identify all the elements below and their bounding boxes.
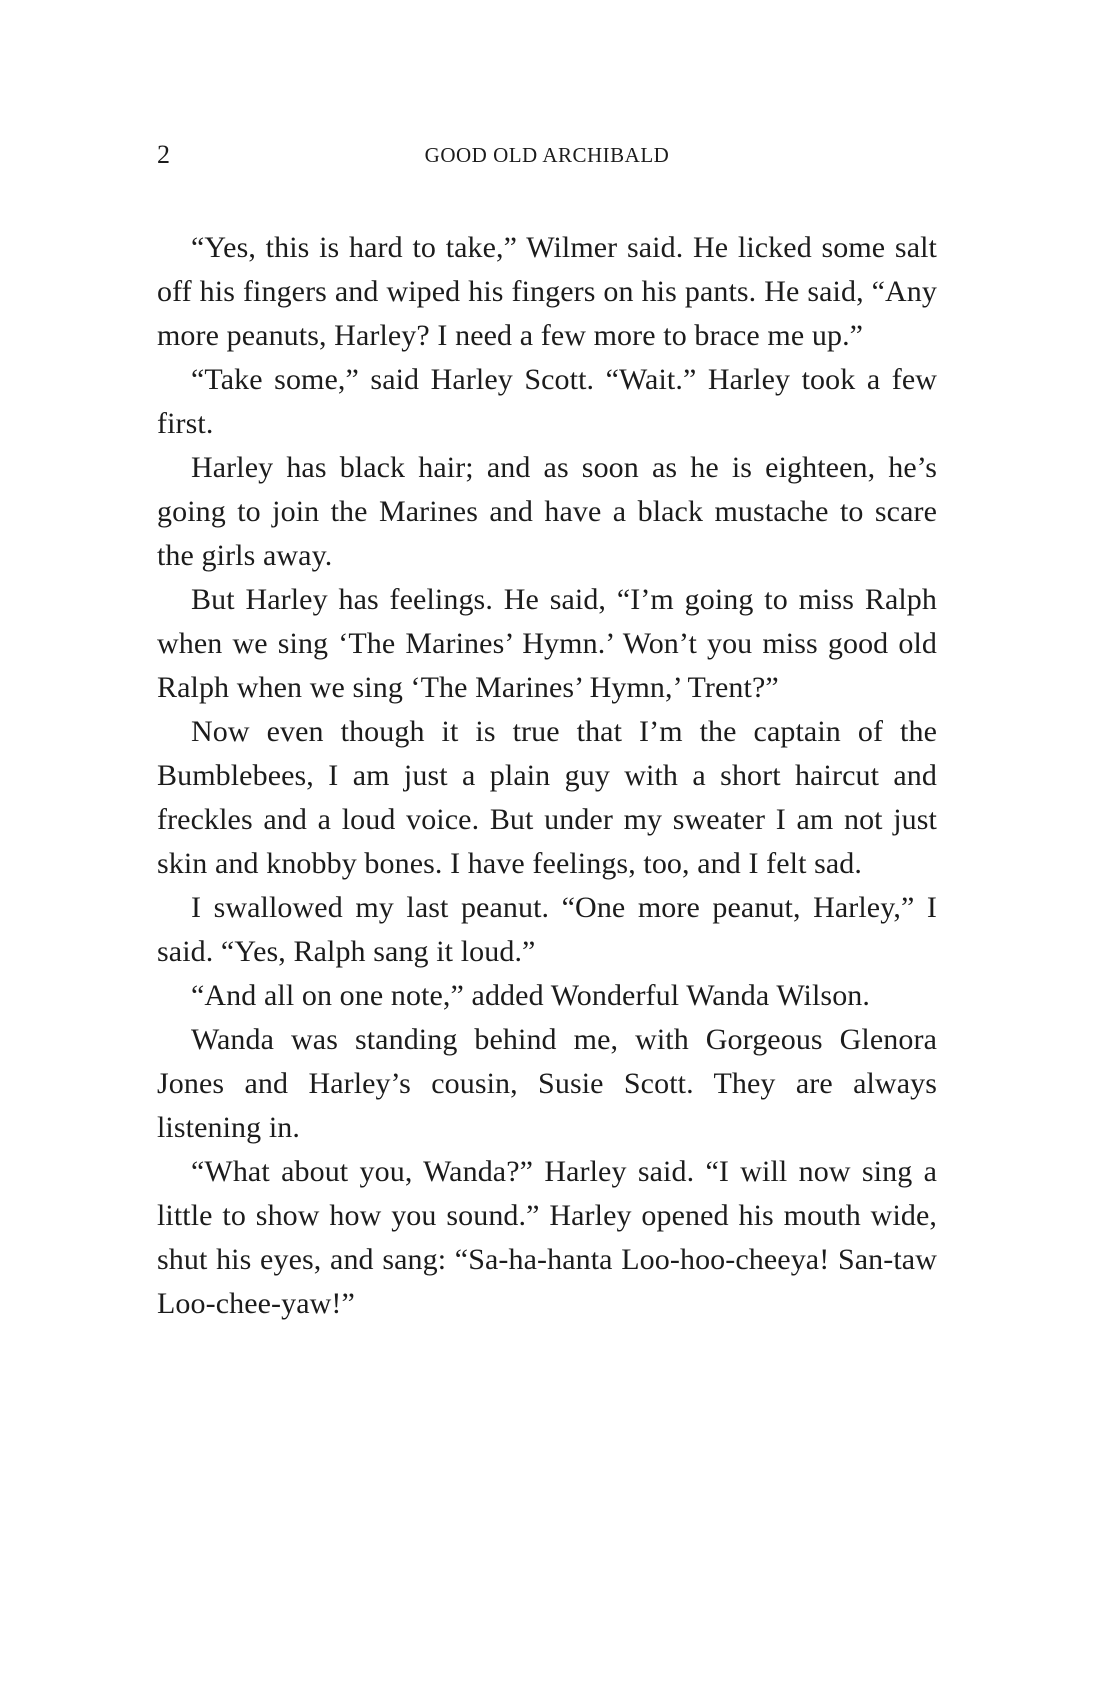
- paragraph: “And all on one note,” added Wonderful Wanda Wilson.: [191, 979, 870, 1012]
- paragraph: Wanda was standing behind me, with Gorgeous Glenora Jones and Harley’s cousin, Susie Scott. They are always listening in.: [157, 1023, 937, 1144]
- page-number: 2: [157, 140, 170, 169]
- running-head: [157, 135, 937, 175]
- paragraph: But Harley has feelings. He said, “I’m going to miss Ralph when we sing ‘The Marines’ Hymn.’ Won’t you miss good old Ralph when we sing ‘The Marines’ Hymn,’ Trent?”: [157, 583, 937, 704]
- book-title: GOOD OLD ARCHIBALD: [424, 143, 670, 167]
- paragraph: I swallowed my last peanut. “One more peanut, Harley,” I said. “Yes, Ralph sang it loud.”: [157, 891, 937, 968]
- paragraph: Now even though it is true that I’m the captain of the Bumblebees, I am just a plain guy with a short haircut and freckles and a loud voice. But under my sweater I am not just skin and knobby bones. I have feelings, too, and I felt sad.: [157, 715, 937, 880]
- paragraph: “Take some,” said Harley Scott. “Wait.” Harley took a few first.: [157, 363, 937, 440]
- paragraph: Harley has black hair; and as soon as he is eighteen, he’s going to join the Marines and have a black mustache to scare the girls away.: [157, 451, 937, 572]
- body-text: [157, 226, 937, 1326]
- paragraph: “Yes, this is hard to take,” Wilmer said. He licked some salt off his fingers and wiped his fingers on his pants. He said, “Any more peanuts, Harley? I need a few more to brace me up.”: [157, 231, 937, 352]
- paragraph: “What about you, Wanda?” Harley said. “I will now sing a little to show how you sound.” Harley opened his mouth wide, shut his eyes, and sang: “Sa-ha-hanta Loo-hoo-cheeya! San-taw Loo-chee-yaw!”: [157, 1155, 937, 1320]
